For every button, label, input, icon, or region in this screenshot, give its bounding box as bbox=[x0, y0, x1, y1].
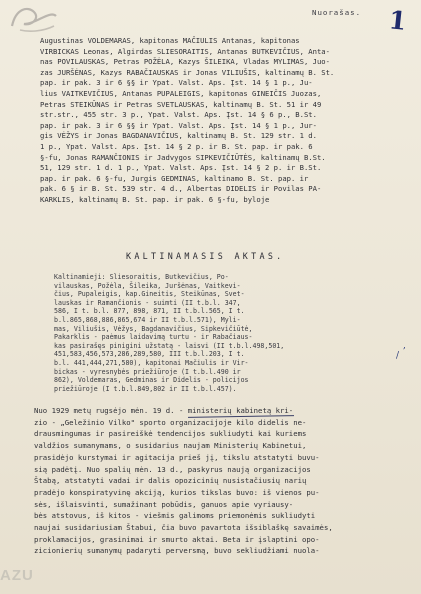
document-marker: Nuorašas. bbox=[312, 8, 362, 17]
accused-paragraph bbox=[54, 273, 284, 393]
text-line: kas pasirašęs pinigini užstatą - laisvi (II t.b.l.498,501, bbox=[54, 341, 285, 350]
text-line: 862), Voldemaras, Gedminas ir Didelis - policijos bbox=[54, 376, 249, 385]
handwritten-stamp bbox=[6, 2, 64, 36]
text-line: Kaltinamieji: Sliesoraitis, Butkevičius, Po- bbox=[54, 273, 229, 281]
text-line: mas, Viliušis, Vėžys, Bagdanavičius, Sipkevičiūtė, bbox=[54, 324, 253, 333]
text-line: 51, 129 str. 1 d. 1 p., Ypat. Valst. Aps. Įst. 14 § 2 p. ir B.St. bbox=[40, 163, 322, 173]
text-line: sės, išlaisvinti, sumažinant pobūdis, ganuos apie vyriausy- bbox=[34, 499, 294, 509]
text-line: zas JURŠĖNAS, Kazys RABAČIAUSKAS ir Jonas VILIUŠIS, kaltinamų B. St. bbox=[40, 67, 335, 77]
text-line: pak. 6 § ir B. St. 539 str. 4 d., Albertas DIDELIS ir Povilas PA- bbox=[40, 184, 322, 194]
text-line: §-fu, Jonas RAMANČIONIS ir Jadvygos SIPKEVIČIŪTĖS, kaltinamų B.St. bbox=[40, 152, 326, 162]
intro-paragraph bbox=[40, 36, 334, 206]
text-line: Augustinas VOLDEMARAS, kapitonas MAČIULIS Antanas, kapitonas bbox=[40, 36, 300, 45]
text-line: proklamacijos, grasinimai ir smurto aktai. Beta ir įslaptini opo- bbox=[34, 534, 320, 544]
text-line: 1 p., Ypat. Valst. Aps. Įst. 14 § 2 p. ir B. St. pap. ir pak. 6 bbox=[40, 141, 313, 151]
text-line: Petras STEIKŪNAS ir Petras SVETLAUSKAS, kaltinamų B. St. 51 ir 49 bbox=[40, 99, 322, 109]
text-line: Pakarklis - paėmus laidavimą turtu - ir Rabačiaus- bbox=[54, 333, 253, 342]
text-line: priežiūroje (I t.b.l.849,802 ir II t.b.l.457). bbox=[54, 384, 237, 393]
text-line: VIRBICKAS Leonas, Algirdas SLIESORAITIS, Antanas BUTKEVIČIUS, Anta- bbox=[40, 46, 330, 56]
text-line: lius VAITKEVIČIUS, Antanas PUPALEIGIS, kapitonas GINEIČIS Juozas, bbox=[40, 88, 322, 98]
text-line: Nuo 1929 metų rugsėjo mėn. 19 d. - ministerių kabinetą kri- bbox=[34, 406, 294, 415]
text-line: gis VĖŽYS ir Jonas BAGDANAVIČIUS, kaltinamų B. St. 129 str. 1 d. bbox=[40, 131, 317, 141]
text-line: pradėjo konspiratyvinę akciją, kurios tikslas buvo: iš vienos pu- bbox=[34, 487, 320, 497]
page-number: 1 bbox=[387, 5, 408, 36]
text-line: 451,583,456,573,286,289,580, III t.b.l.203, I t. bbox=[54, 350, 245, 359]
text-line: 586, I t. b.l. 877, 898, 871, II t.b.l.565, I t. bbox=[54, 307, 245, 316]
text-line: nas POVILAUSKAS, Petras POŽĖLA, Kazys ŠILEIKA, Vladas MYLIMAS, Juo- bbox=[40, 57, 330, 67]
margin-mark: / bbox=[396, 351, 400, 361]
text-line: naujai susidariusiam Štabui, čia buvo pavartota išsiblaškę savaimės, bbox=[34, 523, 333, 533]
archive-watermark: AZU bbox=[0, 567, 34, 584]
text-line: bickas - vyresnybės priežiūroje (I t.b.l.490 ir bbox=[54, 367, 241, 376]
text-line: b.l.865,868,886,865,674 ir II t.b.l.571), Myli- bbox=[54, 315, 241, 324]
text-line: Štabą, atstatyti vadai ir dalis opozicinių nusistačiusių narių bbox=[34, 476, 307, 486]
text-line: bės atstovus, iš kitos - viešmis galimoms priemonėmis sukliudyti bbox=[34, 511, 316, 521]
text-line: drausmingumas ir pasireiškė tendencijos sukliudyti kai kuriems bbox=[34, 429, 307, 439]
text-line: KARKLIS, kaltinamų B. St. pap. ir pak. 6 §-fu, byloje bbox=[40, 194, 270, 204]
text-line: valdžios sumanymams, o susidarius naujam Ministerių Kabinetui, bbox=[34, 441, 307, 451]
text-line: vilauskas, Požėla, Šileika, Juršėnas, Vaitkevi- bbox=[54, 281, 241, 290]
text-line: sią padėtį. Nuo spalių mėn. 13 d., paskyrus naują organizacijos bbox=[34, 464, 311, 474]
text-line: čius, Pupaleigis, kap.Gineitis, Steikūnas, Svet- bbox=[54, 290, 245, 299]
text-line: pap. ir pak. 3 ir 6 §§ ir Ypat. Valst. Aps. Įst. 14 § 1 p., Jur- bbox=[40, 120, 317, 130]
text-line: prasidėjo kurstymai ir agitacija prieš jį, tikslu atstatyti buvu- bbox=[34, 452, 320, 462]
text-line: pap. ir pak. 3 ir 6 §§ ir Ypat. Valst. Aps. Įst. 14 § 1 p., Ju- bbox=[40, 78, 313, 88]
text-line: str.str., 455 str. 3 p., Ypat. Valst. Aps. Įst. 14 § 6 p., B.St. bbox=[40, 110, 317, 120]
text-line: zio - „Geležinio Vilko" sporto organizacijoje kilo didelis ne- bbox=[34, 417, 307, 427]
margin-mark: , bbox=[403, 341, 406, 351]
narrative-paragraph bbox=[34, 405, 333, 557]
text-line: b.l. 441,444,271,580), kapitonai Mačiulis ir Vir- bbox=[54, 358, 249, 367]
text-line: zicionierių sumanymų padaryti perversmą, buvo sekliudžiami nuola- bbox=[34, 546, 320, 556]
document-title: KALTINAMASIS AKTAS. bbox=[126, 251, 285, 261]
text-line: lauskas ir Ramančionis - suimti (II t.b.l. 347, bbox=[54, 298, 241, 307]
text-line: pap. ir pak. 6 §-fu, Jurgis GEDMINAS, kaltinamo B. St. pap. ir bbox=[40, 173, 309, 183]
